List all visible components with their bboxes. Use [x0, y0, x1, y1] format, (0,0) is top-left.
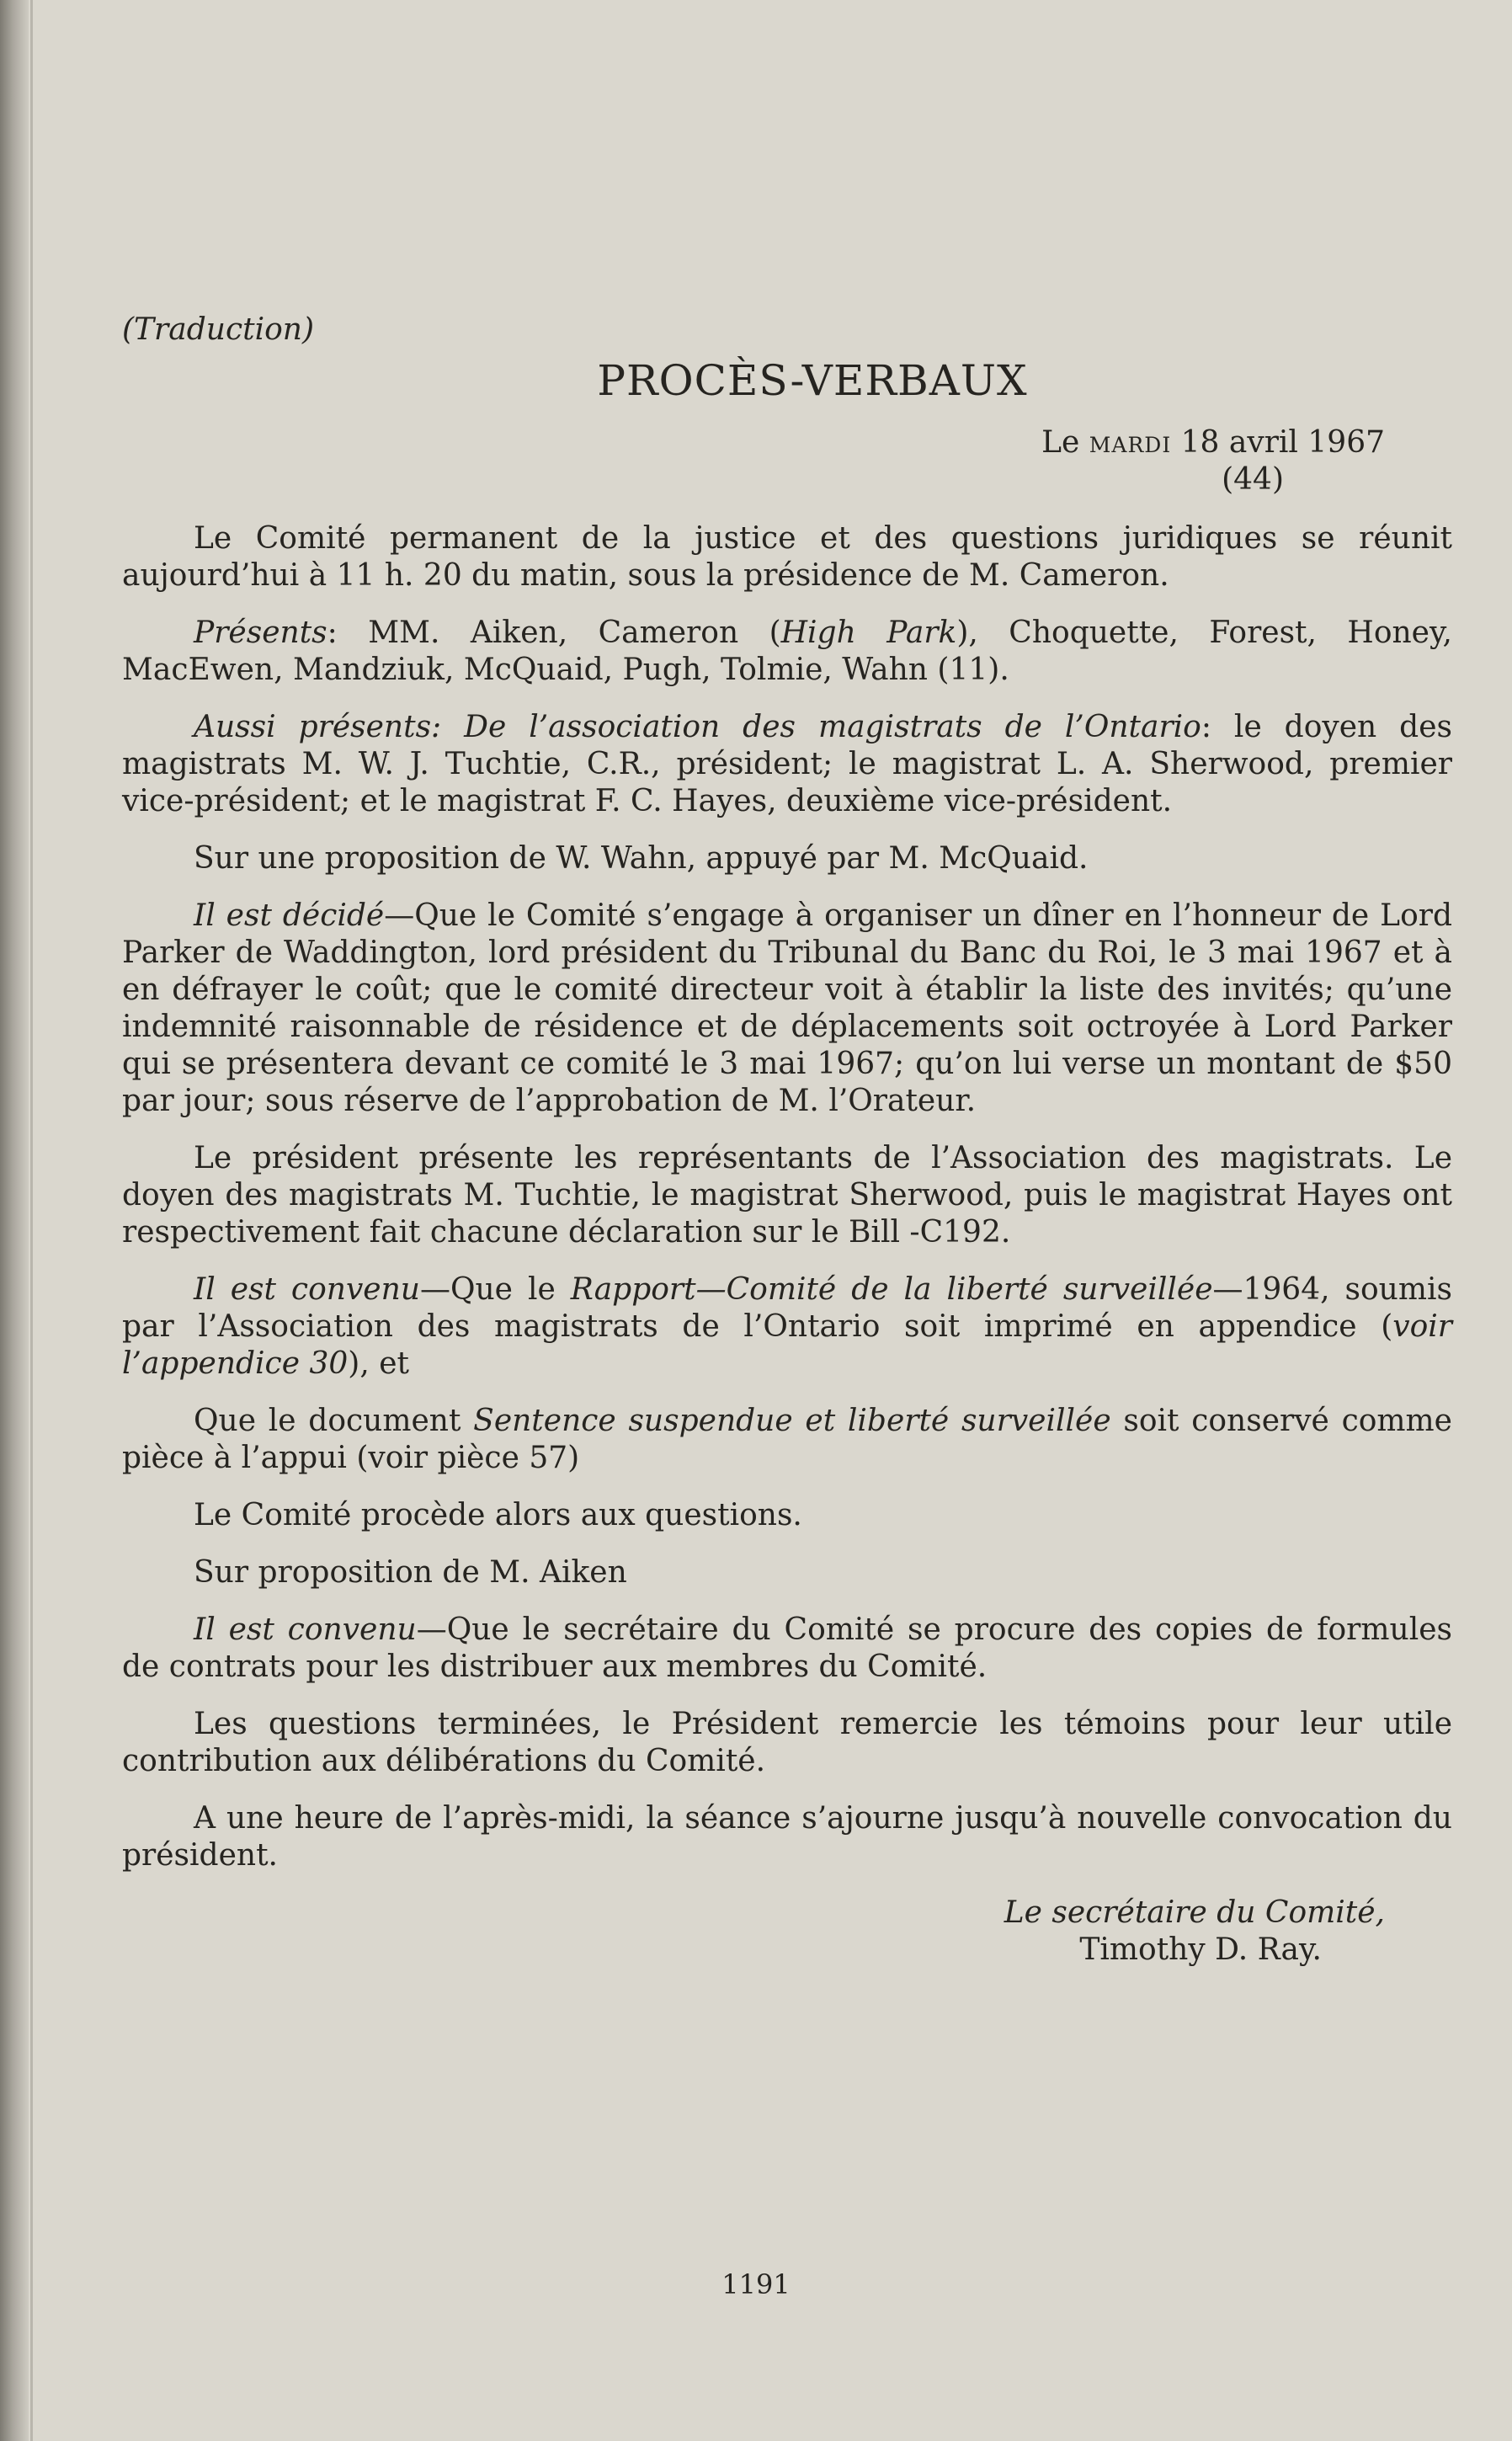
- paragraph-motion: Sur une proposition de W. Wahn, appuyé par M. McQuaid.: [194, 841, 1089, 876]
- session-number: (44): [1222, 462, 1284, 497]
- paragraph-adjournment: A une heure de l’après-midi, la séance s’ajourne jusqu’à nouvelle convocation du président.: [122, 1801, 1452, 1873]
- document-page: [122, 312, 1452, 1969]
- paragraph-proposal: Sur proposition de M. Aiken: [194, 1555, 627, 1590]
- paragraph-present: Présents: MM. Aiken, Cameron (High Park), Choquette, Forest, Honey, MacEwen, Mandziuk, McQuaid, Pugh, Tolmie, Wahn (11).: [122, 616, 1452, 687]
- paragraph-opening: Le Comité permanent de la justice et des questions juridiques se réunit aujourd’hui à 11 h. 20 du matin, sous la présidence de M. Cameron.: [122, 521, 1452, 593]
- signature-role: Le secrétaire du Comité,: [1004, 1895, 1385, 1930]
- paragraph-thanks: Les questions terminées, le Président remercie les témoins pour leur utile contribution aux délibérations du Comité.: [122, 1707, 1452, 1778]
- paragraph-decision: Il est décidé—Que le Comité s’engage à organiser un dîner en l’honneur de Lord Parker de Waddington, lord président du Tribunal du Banc du Roi, le 3 mai 1967 et à en défrayer le coût; que le comité directeur voit à établir la liste des invités; qu’une indemnité raisonnable de résidence et de déplacements soit octroyée à Lord Parker qui se présentera devant ce comité le 3 mai 1967; qu’on lui verse un montant de $50 par jour; sous réserve de l’approbation de M. l’Orateur.: [122, 898, 1452, 1118]
- page-number: 1191: [721, 2268, 791, 2300]
- page-title: PROCÈS-VERBAUX: [597, 356, 1028, 405]
- page-edge: [30, 0, 33, 2441]
- signature-name: Timothy D. Ray.: [1079, 1932, 1322, 1967]
- translation-note: (Traduction): [122, 312, 315, 347]
- paragraph-presentation: Le président présente les représentants de l’Association des magistrats. Le doyen des magistrats M. Tuchtie, le magistrat Sherwood, puis le magistrat Hayes ont respectivement fait chacune déclaration sur le Bill -C192.: [122, 1141, 1452, 1250]
- paragraph-agreed-report: Il est convenu—Que le Rapport—Comité de la liberté surveillée—1964, soumis par l’Association des magistrats de l’Ontario soit imprimé en appendice (voir l’appendice 30), et: [122, 1272, 1452, 1381]
- paragraph-also-present: Aussi présents: De l’association des magistrats de l’Ontario: le doyen des magistrats M. W. J. Tuchtie, C.R., président; le magistrat L. A. Sherwood, premier vice-président; et le magistrat F. C. Hayes, deuxième vice-président.: [122, 710, 1452, 818]
- paragraph-questions: Le Comité procède alors aux questions.: [194, 1498, 802, 1532]
- paragraph-document-exhibit: Que le document Sentence suspendue et liberté surveillée soit conservé comme pièce à l’appui (voir pièce 57): [122, 1404, 1452, 1475]
- paragraph-agreed-copies: Il est convenu—Que le secrétaire du Comité se procure des copies de formules de contrats pour les distribuer aux membres du Comité.: [122, 1612, 1453, 1684]
- weekday: mardi: [1089, 425, 1172, 460]
- book-spine-shadow: [0, 0, 29, 2441]
- meeting-date: Le mardi 18 avril 1967: [1041, 425, 1385, 460]
